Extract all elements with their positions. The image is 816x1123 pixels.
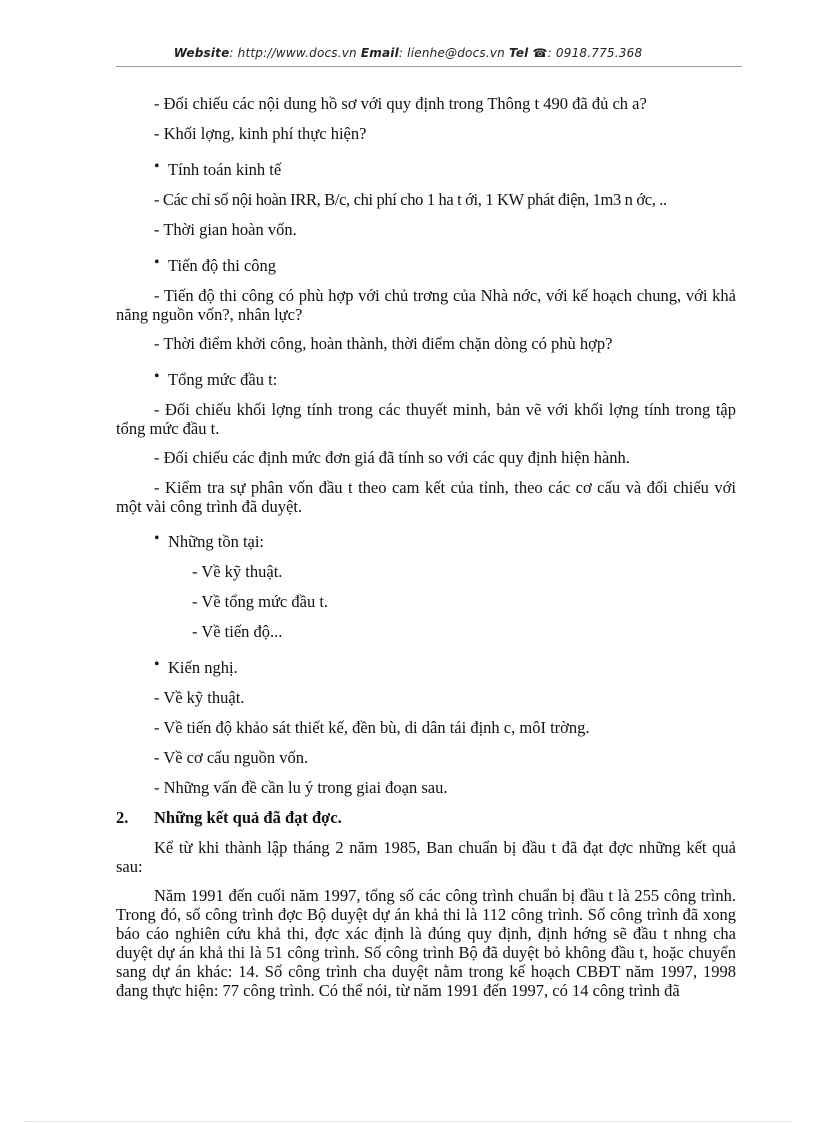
bullet-item	[154, 160, 736, 179]
bullet-icon: •	[154, 158, 160, 175]
text-line: - Về tiến độ khảo sát thiết kế, đền bù, di dân tái định c, môI trờng.	[154, 718, 590, 737]
bullet-icon: •	[154, 530, 160, 547]
text-line: - Đối chiếu các định mức đơn giá đã tính so với các quy định hiện hành.	[154, 448, 630, 467]
bullet-icon: •	[154, 254, 160, 271]
page-header	[0, 46, 816, 60]
website-label: Website	[173, 46, 230, 60]
paragraph: Năm 1991 đến cuối năm 1997, tổng số các công trình chuẩn bị đầu t là 255 công trình. Trong đó, số công trình đợc Bộ duyệt dự án khả thi là 112 công trình. Số công trình đã xong báo cáo nghiên cứu khả thi, đợc xác định là đúng quy định, định hớng sẽ đầu t nhng cha duyệt dự án khả thi là 51 công trình. Số công trình Bộ đã duyệt bỏ không đầu t, hoặc chuyển sang dự án khác: 14. Số công trình cha duyệt nằm trong kế hoạch CBĐT năm 1997, 1998 đang thực hiện: 77 công trình. Có thể nói, từ năm 1991 đến 1997, có 14 công trình đã	[116, 886, 736, 1000]
text-line: - Về cơ cấu nguồn vốn.	[154, 748, 309, 767]
bullet-icon: •	[154, 368, 160, 385]
document-body	[116, 94, 736, 1011]
header-rule	[116, 66, 742, 67]
tel-label: Tel	[508, 46, 529, 60]
paragraph: Kể từ khi thành lập tháng 2 năm 1985, Ban chuẩn bị đầu t đã đạt đợc những kết quả sau:	[116, 838, 736, 876]
section-title: Những kết quả đã đạt đợc.	[154, 808, 342, 827]
phone-icon: ☎	[532, 46, 548, 60]
bullet-item	[154, 370, 736, 389]
text-line: - Đối chiếu các nội dung hồ sơ với quy định trong Thông t 490 đã đủ ch a?	[154, 94, 647, 113]
tel-value: : 0918.775.368	[547, 46, 643, 60]
sub-item: - Về tiến độ...	[192, 622, 283, 641]
bullet-text: Những tồn tại:	[168, 532, 265, 551]
website-value: : http://www.docs.vn	[229, 46, 357, 60]
paragraph: - Tiến độ thi công có phù hợp với chủ trơng của Nhà nớc, với kế hoạch chung, với khả năng nguồn vốn?, nhân lực?	[116, 286, 736, 324]
email-label: Email	[360, 46, 399, 60]
sub-item: - Về kỹ thuật.	[192, 562, 283, 581]
email-value: : lienhe@docs.vn	[398, 46, 505, 60]
bullet-item	[154, 658, 736, 677]
section-number: 2.	[116, 808, 129, 827]
text-line: - Thời điểm khởi công, hoàn thành, thời điểm chặn dòng có phù hợp?	[154, 334, 613, 353]
section-heading	[116, 808, 736, 827]
bullet-text: Tính toán kinh tế	[168, 160, 282, 179]
bullet-icon: •	[154, 656, 160, 673]
text-line: - Những vấn đề cần lu ý trong giai đoạn sau.	[154, 778, 448, 797]
bullet-text: Tiến độ thi công	[168, 256, 277, 275]
paragraph: - Kiểm tra sự phân vốn đầu t theo cam kết của tỉnh, theo các cơ cấu và đối chiếu với một vài công trình đã duyệt.	[116, 478, 736, 516]
text-line: - Khối lợng, kinh phí thực hiện?	[154, 124, 367, 143]
bullet-item	[154, 532, 736, 551]
text-line: - Về kỹ thuật.	[154, 688, 245, 707]
sub-item: - Về tổng mức đầu t.	[192, 592, 329, 611]
bullet-text: Tổng mức đầu t:	[168, 370, 278, 389]
footer-rule	[24, 1121, 792, 1122]
bullet-text: Kiến nghị.	[168, 658, 238, 677]
bullet-item	[154, 256, 736, 275]
text-line: - Các chỉ số nội hoàn IRR, B/c, chi phí cho 1 ha t ới, 1 KW phát điện, 1m3 n ớc, ..	[154, 190, 667, 209]
paragraph: - Đối chiếu khối lợng tính trong các thuyết minh, bản vẽ với khối lợng tính trong tập tổng mức đầu t.	[116, 400, 736, 438]
text-line: - Thời gian hoàn vốn.	[154, 220, 297, 239]
